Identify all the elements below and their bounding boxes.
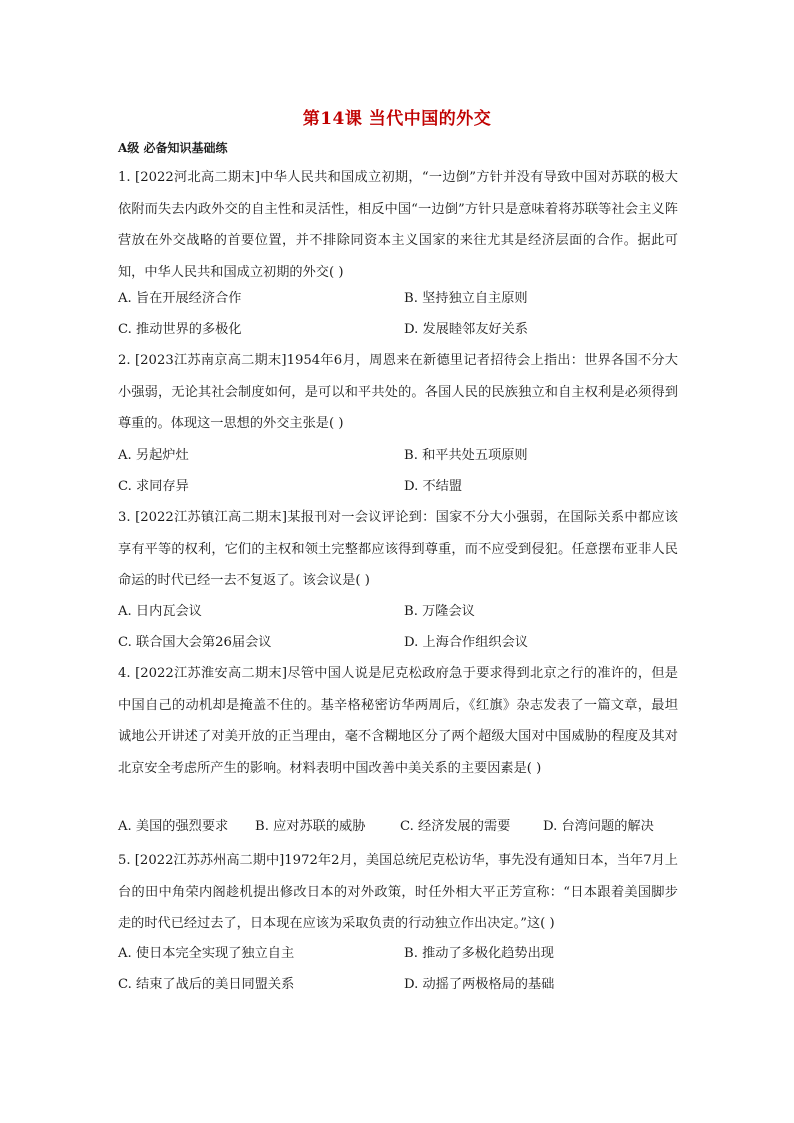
section-heading: A级 必备知识基础练 xyxy=(118,141,228,155)
question-2-option-b[interactable]: B. 和平共处五项原则 xyxy=(404,448,528,463)
question-4-stem: 4. [2022江苏淮安高二期末]尽管中国人说是尼克松政府急于要求得到北京之行的准许的，但是中国自己的动机却是掩盖不住的。基辛格秘密访华两周后，《红旗》杂志发表了一篇文章，最坦诚地公开讲述了对美开放的正当理由，毫不含糊地区分了两个超级大国对中国威胁的程度及其对北京安全考虑所产生的影响。材料表明中国改善中美关系的主要因素是( ) xyxy=(118,666,678,776)
question-2-option-a[interactable]: A. 另起炉灶 xyxy=(118,448,189,463)
page-title: 第14课 当代中国的外交 xyxy=(302,109,492,129)
question-2-option-d[interactable]: D. 不结盟 xyxy=(404,479,463,494)
question-1-option-b[interactable]: B. 坚持独立自主原则 xyxy=(404,291,528,306)
question-3-option-d[interactable]: D. 上海合作组织会议 xyxy=(404,635,528,650)
question-5-option-b[interactable]: B. 推动了多极化趋势出现 xyxy=(404,946,554,961)
question-4-option-b[interactable]: B. 应对苏联的威胁 xyxy=(255,819,366,834)
question-4-option-a[interactable]: A. 美国的强烈要求 xyxy=(118,819,229,834)
question-3-option-c[interactable]: C. 联合国大会第26届会议 xyxy=(118,635,272,650)
question-1-stem: 1. [2022河北高二期末]中华人民共和国成立初期，“一边倒”方针并没有导致中国对苏联的极大依附而失去内政外交的自主性和灵活性，相反中国“一边倒”方针只是意味着将苏联等社会主义阵营放在外交战略的首要位置，并不排除同资本主义国家的来往尤其是经济层面的合作。据此可知，中华人民共和国成立初期的外交( ) xyxy=(118,170,678,280)
question-1-option-d[interactable]: D. 发展睦邻友好关系 xyxy=(404,322,528,337)
question-4-option-c[interactable]: C. 经济发展的需要 xyxy=(400,819,511,834)
question-5-option-a[interactable]: A. 使日本完全实现了独立自主 xyxy=(118,946,295,961)
question-1-option-a[interactable]: A. 旨在开展经济合作 xyxy=(118,291,242,306)
question-2-stem: 2. [2023江苏南京高二期末]1954年6月，周恩来在新德里记者招待会上指出：世界各国不分大小强弱，无论其社会制度如何，是可以和平共处的。各国人民的民族独立和自主权利是必须得到尊重的。体现这一思想的外交主张是( ) xyxy=(118,353,678,432)
question-1-option-c[interactable]: C. 推动世界的多极化 xyxy=(118,322,242,337)
question-3-option-a[interactable]: A. 日内瓦会议 xyxy=(118,604,202,619)
question-5-stem: 5. [2022江苏苏州高二期中]1972年2月，美国总统尼克松访华，事先没有通知日本，当年7月上台的田中角荣内阁趁机提出修改日本的对外政策，时任外相大平正芳宣称：“日本跟着美国脚步走的时代已经过去了，日本现在应该为采取负责的行动独立作出决定。”这( ) xyxy=(118,853,678,932)
question-5-option-c[interactable]: C. 结束了战后的美日同盟关系 xyxy=(118,977,295,992)
question-4-option-d[interactable]: D. 台湾问题的解决 xyxy=(543,819,654,834)
question-2-option-c[interactable]: C. 求同存异 xyxy=(118,479,189,494)
question-3-stem: 3. [2022江苏镇江高二期末]某报刊对一会议评论到：国家不分大小强弱，在国际关系中都应该享有平等的权利，它们的主权和领土完整都应该得到尊重，而不应受到侵犯。任意摆布亚非人民命运的时代已经一去不复返了。该会议是( ) xyxy=(118,510,678,589)
question-3-option-b[interactable]: B. 万隆会议 xyxy=(404,604,475,619)
question-5-option-d[interactable]: D. 动摇了两极格局的基础 xyxy=(404,977,555,992)
